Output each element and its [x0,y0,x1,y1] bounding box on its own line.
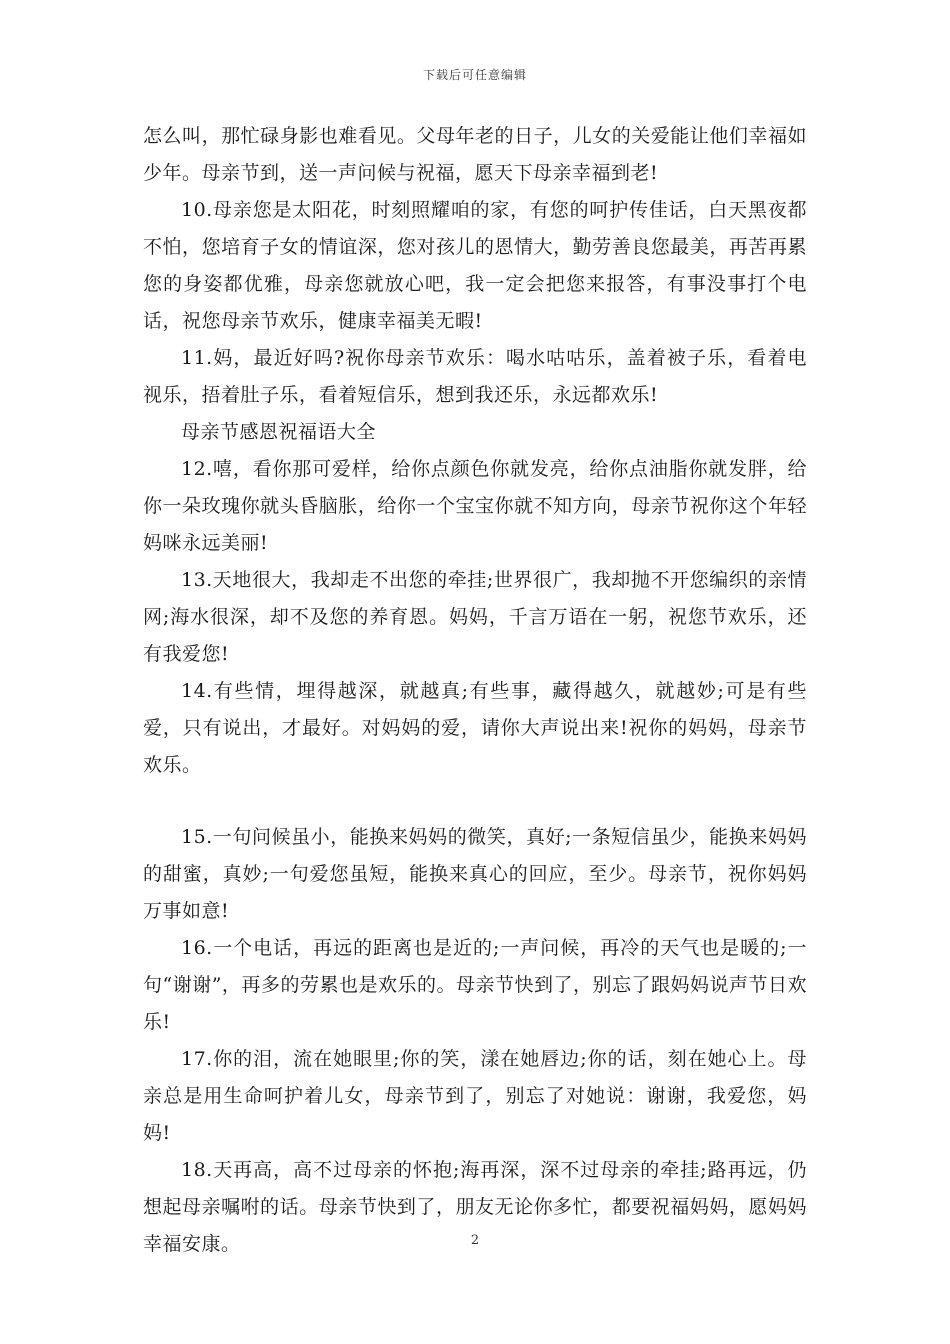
page-header: 下载后可任意编辑 [422,68,527,82]
blank-line [143,784,807,819]
paragraph-10: 10.母亲您是太阳花，时刻照耀咱的家，有您的呵护传佳话，白天黑夜都不怕，您培育子女的情谊深，您对孩儿的恩情大，勤劳善良您最美，再苦再累您的身姿都优雅，母亲您就放心吧，我一定会把您来报答，有事没事打个电话，祝您母亲节欢乐，健康幸福美无暇! [143,199,807,332]
paragraph-13: 13.天地很大，我却走不出您的牵挂;世界很广，我却抛不开您编织的亲情网;海水很深，却不及您的养育恩。妈妈，千言万语在一躬，祝您节欢乐，还有我爱您! [143,569,807,665]
paragraph-17: 17.你的泪，流在她眼里;你的笑，漾在她唇边;你的话，刻在她心上。母亲总是用生命呵护着儿女，母亲节到了，别忘了对她说：谢谢，我爱您，妈妈! [143,1048,807,1144]
paragraph-12: 12.嘻，看你那可爱样，给你点颜色你就发亮，给你点油脂你就发胖，给你一朵玫瑰你就头昏脑胀，给你一个宝宝你就不知方向，母亲节祝你这个年轻妈咪永远美丽! [143,458,807,554]
page-number: 2 [470,1233,480,1248]
paragraph-18: 18.天再高，高不过母亲的怀抱;海再深，深不过母亲的牵挂;路再远，仍想起母亲嘱咐的话。母亲节快到了，朋友无论你多忙，都要祝福妈妈，愿妈妈幸福安康。 [143,1159,807,1255]
paragraph-11: 11.妈，最近好吗?祝你母亲节欢乐：喝水咕咕乐，盖着被子乐，看着电视乐，捂着肚子乐，看着短信乐，想到我还乐，永远都欢乐! [143,347,807,406]
paragraph-15: 15.一句问候虽小，能换来妈妈的微笑，真好;一条短信虽少，能换来妈妈的甜蜜，真妙;一句爱您虽短，能换来真心的回应，至少。母亲节，祝你妈妈万事如意! [143,826,807,922]
document-body [143,118,807,1263]
paragraph-14: 14.有些情，埋得越深，就越真;有些事，藏得越久，就越妙;可是有些爱，只有说出，才最好。对妈妈的爱，请你大声说出来!祝你的妈妈，母亲节欢乐。 [143,680,807,776]
paragraph-continuation: 怎么叫，那忙碌身影也难看见。父母年老的日子，儿女的关爱能让他们幸福如少年。母亲节到，送一声问候与祝福，愿天下母亲幸福到老! [143,125,807,184]
section-heading: 母亲节感恩祝福语大全 [181,421,377,443]
paragraph-16: 16.一个电话，再远的距离也是近的;一声问候，再冷的天气也是暖的;一句“谢谢”，再多的劳累也是欢乐的。母亲节快到了，别忘了跟妈妈说声节日欢乐! [143,937,807,1033]
